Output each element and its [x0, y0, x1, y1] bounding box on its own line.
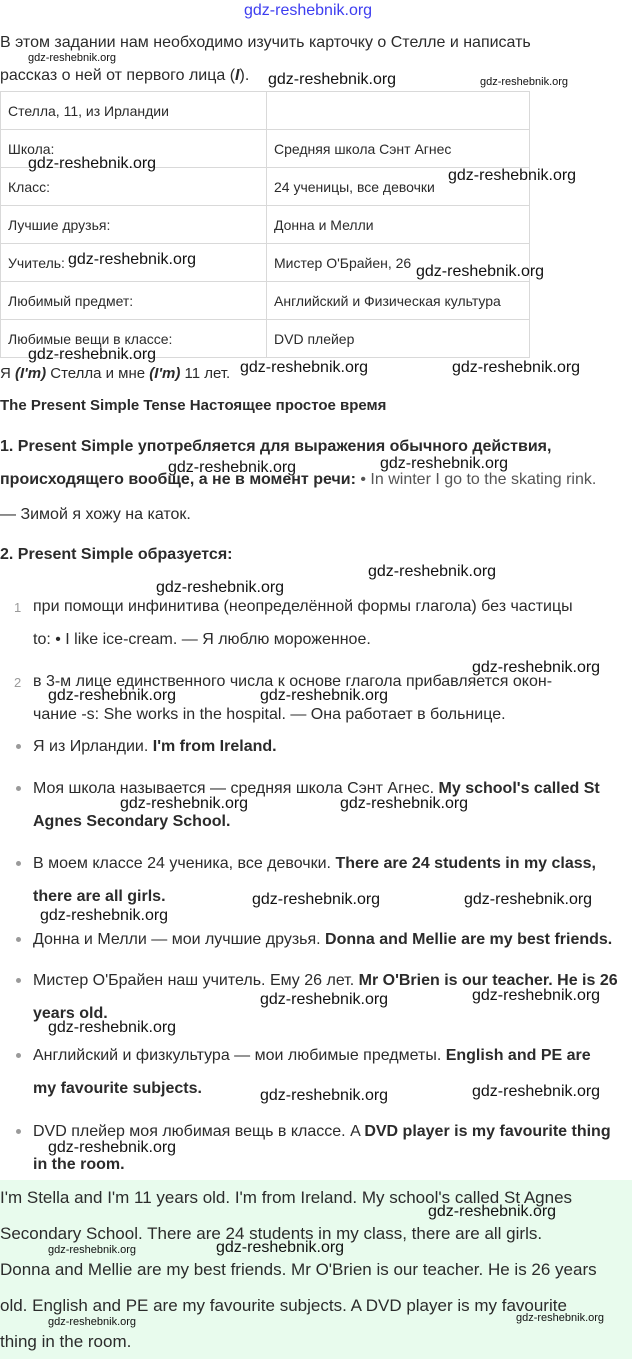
- table-cell: Любимый предмет:: [1, 282, 267, 320]
- intro-pronoun: I: [235, 67, 240, 84]
- stella-text-c: Стелла и мне: [46, 365, 150, 382]
- site-watermark-link[interactable]: gdz-reshebnik.org: [244, 2, 373, 19]
- stella-im-2: (I'm): [149, 365, 181, 382]
- watermark: gdz-reshebnik.org: [28, 52, 117, 64]
- watermark: gdz-reshebnik.org: [48, 1019, 177, 1036]
- story-line-2: Secondary School. There are 24 students in my class, there are all girls.: [0, 1224, 543, 1243]
- watermark: gdz-reshebnik.org: [516, 1312, 605, 1324]
- story-line-3: Donna and Mellie are my best friends. Mr O'Brien is our teacher. He is 26 years: [0, 1260, 597, 1279]
- table-cell: Лучшие друзья:: [1, 206, 267, 244]
- bullet-en: My school's called St: [438, 780, 600, 797]
- watermark: gdz-reshebnik.org: [40, 907, 169, 924]
- grammar-p1-bold: происходящего вообще, а не в момент речи:: [0, 471, 356, 488]
- watermark: gdz-reshebnik.org: [68, 251, 197, 268]
- bullet-item-7-cont: in the room.: [33, 1156, 125, 1173]
- watermark: gdz-reshebnik.org: [168, 459, 297, 476]
- watermark: gdz-reshebnik.org: [216, 1239, 345, 1256]
- table-cell: Донна и Мелли: [267, 206, 530, 244]
- bullet-dot: [16, 1053, 21, 1058]
- stella-text-e: 11 лет.: [180, 365, 231, 382]
- bullet-ru: Я из Ирландии.: [33, 738, 153, 755]
- watermark: gdz-reshebnik.org: [416, 263, 545, 280]
- bullet-dot: [16, 744, 21, 749]
- bullet-item-2: [33, 779, 600, 799]
- bullet-dot: [16, 978, 21, 983]
- table-cell: Стелла, 11, из Ирландии: [1, 92, 267, 130]
- numbered-item-2-line-2: чание -s: She works in the hospital. — Она работает в больнице.: [33, 706, 506, 723]
- table-cell: 24 ученицы, все девочки: [267, 168, 530, 206]
- numbered-item-1-line-2: to: • I like ice-cream. — Я люблю мороженное.: [33, 631, 371, 648]
- list-number: 1: [14, 600, 22, 615]
- bullet-en: DVD player is my favourite thing: [364, 1123, 611, 1140]
- watermark: gdz-reshebnik.org: [464, 891, 593, 908]
- intro-line-2: [0, 66, 249, 86]
- table-cell: Школа:: [1, 130, 267, 168]
- bullet-ru: Мистер О'Брайен наш учитель. Ему 26 лет.: [33, 972, 359, 989]
- bullet-item-2-cont: Agnes Secondary School.: [33, 813, 231, 830]
- bullet-item-4: [33, 930, 612, 950]
- info-card-table: [0, 91, 530, 358]
- bullet-item-6: [33, 1046, 591, 1066]
- bullet-dot: [16, 786, 21, 791]
- watermark: gdz-reshebnik.org: [48, 687, 177, 704]
- table-cell: Английский и Физическая культура: [267, 282, 530, 320]
- table-cell: Любимые вещи в классе:: [1, 320, 267, 358]
- table-cell: Средняя школа Сэнт Агнес: [267, 130, 530, 168]
- intro-text-a: рассказ о ней от первого лица (: [0, 67, 236, 84]
- bullet-en: There are 24 students in my class,: [335, 855, 596, 872]
- story-line-4: old. English and PE are my favourite subjects. A DVD player is my favourite: [0, 1296, 567, 1315]
- bullet-ru: Моя школа называется — средняя школа Сэнт Агнес.: [33, 780, 439, 797]
- bullet-en: English and PE are: [445, 1047, 591, 1064]
- watermark: gdz-reshebnik.org: [48, 1244, 137, 1256]
- bullet-item-6-cont: my favourite subjects.: [33, 1080, 202, 1097]
- story-line-5: thing in the room.: [0, 1332, 132, 1351]
- watermark: gdz-reshebnik.org: [452, 359, 581, 376]
- watermark: gdz-reshebnik.org: [340, 795, 469, 812]
- table-row: [1, 206, 530, 244]
- table-cell: [267, 92, 530, 130]
- watermark: gdz-reshebnik.org: [260, 991, 389, 1008]
- bullet-item-1: [33, 737, 277, 757]
- watermark: gdz-reshebnik.org: [472, 1083, 601, 1100]
- bullet-item-3-cont: there are all girls.: [33, 888, 166, 905]
- grammar-p1-example: • In winter I go to the skating rink.: [355, 471, 597, 488]
- bullet-en: I'm from Ireland.: [152, 738, 277, 755]
- watermark: gdz-reshebnik.org: [380, 455, 509, 472]
- table-cell: Класс:: [1, 168, 267, 206]
- watermark: gdz-reshebnik.org: [368, 563, 497, 580]
- stella-im-1: (I'm): [15, 365, 47, 382]
- watermark: gdz-reshebnik.org: [240, 359, 369, 376]
- intro-line-1: В этом задании нам необходимо изучить карточку о Стелле и написать: [0, 34, 531, 51]
- bullet-en: Donna and Mellie are my best friends.: [325, 931, 613, 948]
- table-cell: DVD плейер: [267, 320, 530, 358]
- grammar-p2: 2. Present Simple образуется:: [0, 546, 233, 563]
- bullet-ru: В моем классе 24 ученика, все девочки.: [33, 855, 336, 872]
- grammar-heading: The Present Simple Tense Настоящее простое время: [0, 397, 387, 414]
- table-row: [1, 92, 530, 130]
- watermark: gdz-reshebnik.org: [120, 795, 249, 812]
- story-line-1: I'm Stella and I'm 11 years old. I'm from Ireland. My school's called St Agnes: [0, 1188, 573, 1207]
- watermark: gdz-reshebnik.org: [472, 659, 601, 676]
- list-number: 2: [14, 675, 22, 690]
- table-cell: Учитель:: [1, 244, 267, 282]
- intro-text-b: ).: [239, 67, 250, 84]
- numbered-item-2-line-1: в 3-м лице единственного числа к основе глагола прибавляется окон-: [33, 673, 553, 690]
- bullet-ru: DVD плейер моя любимая вещь в классе. A: [33, 1123, 365, 1140]
- watermark: gdz-reshebnik.org: [448, 167, 577, 184]
- bullet-dot: [16, 937, 21, 942]
- watermark: gdz-reshebnik.org: [48, 1316, 137, 1328]
- watermark: gdz-reshebnik.org: [472, 987, 601, 1004]
- grammar-p1-line-2: [0, 470, 596, 490]
- watermark: gdz-reshebnik.org: [260, 687, 389, 704]
- table-cell: Мистер О'Брайен, 26: [267, 244, 530, 282]
- bullet-dot: [16, 1129, 21, 1134]
- watermark: gdz-reshebnik.org: [156, 579, 285, 596]
- watermark: gdz-reshebnik.org: [268, 71, 397, 88]
- stella-text-a: Я: [0, 365, 15, 382]
- stella-line: [0, 364, 230, 384]
- bullet-item-3: [33, 854, 596, 874]
- watermark: gdz-reshebnik.org: [252, 891, 381, 908]
- bullet-en: Mr O'Brien is our teacher. He is 26: [358, 972, 618, 989]
- watermark: gdz-reshebnik.org: [480, 76, 569, 88]
- bullet-ru: Английский и физкультура — мои любимые предметы.: [33, 1047, 446, 1064]
- numbered-item-1-line-1: при помощи инфинитива (неопределённой формы глагола) без частицы: [33, 598, 573, 615]
- watermark: gdz-reshebnik.org: [260, 1087, 389, 1104]
- watermark: gdz-reshebnik.org: [428, 1203, 557, 1220]
- grammar-p1-line-1: 1. Present Simple употребляется для выражения обычного действия,: [0, 438, 552, 455]
- watermark: gdz-reshebnik.org: [28, 346, 157, 363]
- table-row: [1, 282, 530, 320]
- grammar-p1-line-3: — Зимой я хожу на каток.: [0, 506, 191, 523]
- bullet-ru: Донна и Мелли — мои лучшие друзья.: [33, 931, 326, 948]
- watermark: gdz-reshebnik.org: [48, 1139, 177, 1156]
- bullet-item-5-cont: years old.: [33, 1005, 108, 1022]
- watermark: gdz-reshebnik.org: [28, 155, 157, 172]
- bullet-dot: [16, 861, 21, 866]
